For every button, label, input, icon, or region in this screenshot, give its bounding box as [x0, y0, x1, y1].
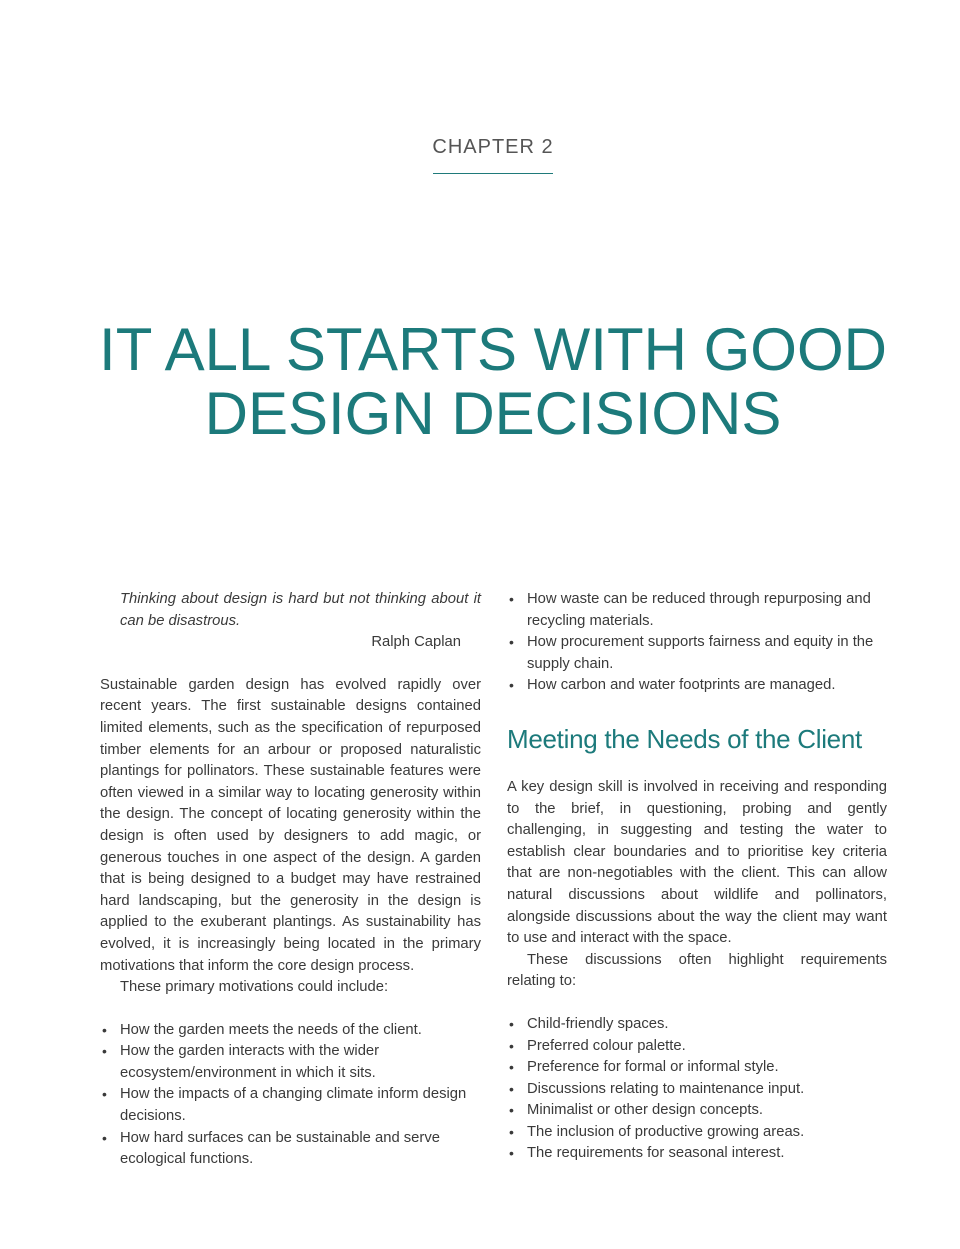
bullet-icon: •	[509, 1059, 514, 1076]
list-item-text: How the garden interacts with the wider ecosystem/environment in which it sits.	[120, 1043, 380, 1081]
bullet-icon: •	[102, 1086, 107, 1103]
list-item	[100, 1041, 481, 1084]
list-item	[100, 1128, 481, 1171]
bullet-icon: •	[102, 1129, 107, 1146]
left-column	[100, 589, 481, 1171]
list-item-text: Discussions relating to maintenance input.	[527, 1080, 805, 1097]
list-item-text: How the garden meets the needs of the client.	[120, 1021, 422, 1038]
bullet-icon: •	[509, 591, 514, 607]
list-item-text: How waste can be reduced through repurposing and recycling materials.	[527, 591, 871, 629]
bullet-icon: •	[102, 1021, 107, 1038]
list-item-text: The requirements for seasonal interest.	[527, 1145, 785, 1162]
epigraph-attribution: Ralph Caplan	[371, 634, 461, 651]
bullet-icon: •	[509, 1123, 514, 1140]
list-item-text: Preferred colour palette.	[527, 1037, 686, 1054]
list-item-text: Child-friendly spaces.	[527, 1015, 669, 1032]
right-column	[507, 589, 887, 1165]
bullet-list	[100, 1020, 481, 1171]
bullet-icon: •	[509, 1080, 514, 1097]
list-item-text: How carbon and water footprints are managed.	[527, 677, 836, 694]
list-item	[100, 1020, 481, 1042]
list-item	[507, 1036, 887, 1058]
list-item-text: How procurement supports fairness and equity in the supply chain.	[527, 634, 874, 672]
body-paragraph: Sustainable garden design has evolved rapidly over recent years. The first sustainable designs contained limited elements, such as the specification of repurposed timber elements for an arbour or proposed naturalistic plantings for pollinators. These sustainable features were often viewed in a similar way to locating generosity within the design. The concept of locating generosity within the design is often used by designers to add magic, or generous touches in one aspect of the design. A garden that is being designed to a budget may have restrained hard landscaping, but the generosity in the design is applied to the exuberant plantings. As sustainability has evolved, it is increasingly being located in the primary motivations that inform the core design process.	[100, 676, 481, 974]
bullet-icon: •	[102, 1043, 107, 1060]
chapter-label: CHAPTER 2	[432, 136, 554, 158]
chapter-divider	[433, 173, 553, 174]
chapter-title	[0, 318, 960, 446]
list-item	[507, 589, 887, 632]
list-item	[100, 1084, 481, 1127]
bullet-icon: •	[509, 1037, 514, 1054]
list-item-text: How hard surfaces can be sustainable and serve ecological functions.	[120, 1129, 440, 1168]
list-item-text: Minimalist or other design concepts.	[527, 1102, 764, 1119]
bullet-list	[507, 589, 887, 697]
list-item	[507, 1100, 887, 1122]
chapter-title-line-1: IT ALL STARTS WITH GOOD	[99, 316, 887, 383]
list-item-text: Preference for formal or informal style.	[527, 1059, 779, 1076]
epigraph-quote: Thinking about design is hard but not thinking about it can be disastrous.	[120, 591, 481, 629]
bullet-icon: •	[509, 634, 514, 651]
list-item	[507, 1122, 887, 1144]
list-item	[507, 632, 887, 675]
list-item	[507, 1057, 887, 1079]
section-heading: Meeting the Needs of the Client	[507, 723, 862, 754]
bullet-list	[507, 1014, 887, 1165]
bullet-icon: •	[509, 1102, 514, 1119]
bullet-icon: •	[509, 677, 514, 694]
bullet-icon: •	[509, 1015, 514, 1032]
list-item	[507, 675, 887, 697]
body-paragraph: These discussions often highlight requirements relating to:	[507, 951, 887, 990]
list-item-text: The inclusion of productive growing areas.	[527, 1123, 805, 1140]
list-item	[507, 1014, 887, 1036]
chapter-title-line-2: DESIGN DECISIONS	[204, 380, 782, 447]
list-item	[507, 1079, 887, 1101]
list-item	[507, 1143, 887, 1165]
list-item-text: How the impacts of a changing climate inform design decisions.	[120, 1086, 467, 1125]
body-paragraph: A key design skill is involved in receiving and responding to the brief, in questioning, probing and gently challenging, in suggesting and testing the water to establish clear boundaries and to prioritise key criteria that are non-negotiables with the client. This can allow natural discussions about wildlife and pollinators, alongside discussions about the way the client may want to use and interact with the space.	[507, 778, 887, 947]
body-paragraph: These primary motivations could include:	[120, 979, 389, 996]
bullet-icon: •	[509, 1145, 514, 1162]
